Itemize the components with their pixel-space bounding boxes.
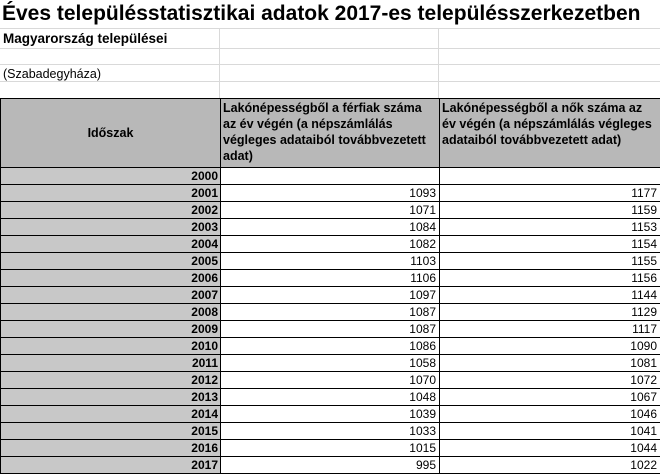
table-row	[1, 372, 660, 389]
year-cell[interactable]: 2009	[1, 321, 221, 338]
women-cell[interactable]: 1041	[440, 423, 660, 440]
year-cell[interactable]: 2015	[1, 423, 221, 440]
year-cell[interactable]: 2017	[1, 457, 221, 474]
year-cell[interactable]: 2005	[1, 253, 221, 270]
men-column-header[interactable]: Lakónépességből a férfiak száma az év végén (a népszámlálás végleges adataiból továbbvezetett adat)	[221, 99, 440, 168]
men-cell[interactable]	[221, 168, 440, 185]
women-column-header[interactable]: Lakónépességből a nők száma az év végén (a népszámlálás végleges adataiból továbbvezetett adat)	[440, 99, 660, 168]
men-cell[interactable]: 1015	[221, 440, 440, 457]
women-cell[interactable]: 1081	[440, 355, 660, 372]
data-table	[0, 98, 660, 474]
table-row	[1, 202, 660, 219]
men-cell[interactable]: 1071	[221, 202, 440, 219]
gridline	[0, 48, 660, 49]
women-cell[interactable]: 1129	[440, 304, 660, 321]
gridline	[438, 28, 439, 98]
women-cell[interactable]: 1156	[440, 270, 660, 287]
table-row	[1, 321, 660, 338]
gridline	[219, 28, 220, 98]
year-cell[interactable]: 2016	[1, 440, 221, 457]
table-row	[1, 423, 660, 440]
table-row	[1, 168, 660, 185]
period-header[interactable]: Időszak	[1, 99, 221, 168]
men-cell[interactable]: 1084	[221, 219, 440, 236]
year-cell[interactable]: 2013	[1, 389, 221, 406]
men-cell[interactable]: 1058	[221, 355, 440, 372]
women-cell[interactable]: 1072	[440, 372, 660, 389]
women-cell[interactable]: 1067	[440, 389, 660, 406]
year-cell[interactable]: 2012	[1, 372, 221, 389]
table-row	[1, 304, 660, 321]
men-cell[interactable]: 1087	[221, 321, 440, 338]
table-row	[1, 287, 660, 304]
men-cell[interactable]: 1097	[221, 287, 440, 304]
year-cell[interactable]: 2006	[1, 270, 221, 287]
gridline	[0, 64, 660, 65]
women-cell[interactable]: 1022	[440, 457, 660, 474]
women-cell[interactable]: 1153	[440, 219, 660, 236]
year-cell[interactable]: 2014	[1, 406, 221, 423]
table-row	[1, 440, 660, 457]
table-row	[1, 406, 660, 423]
table-row	[1, 236, 660, 253]
table-row	[1, 219, 660, 236]
women-cell[interactable]	[440, 168, 660, 185]
women-cell[interactable]: 1044	[440, 440, 660, 457]
women-cell[interactable]: 1046	[440, 406, 660, 423]
table-row	[1, 253, 660, 270]
women-cell[interactable]: 1155	[440, 253, 660, 270]
table-row	[1, 270, 660, 287]
sheet-title[interactable]: Éves településstatisztikai adatok 2017-es településszerkezetben	[2, 2, 641, 25]
men-cell[interactable]: 1106	[221, 270, 440, 287]
table-row	[1, 457, 660, 474]
women-cell[interactable]: 1177	[440, 185, 660, 202]
men-cell[interactable]: 995	[221, 457, 440, 474]
men-cell[interactable]: 1039	[221, 406, 440, 423]
men-cell[interactable]: 1048	[221, 389, 440, 406]
men-cell[interactable]: 1070	[221, 372, 440, 389]
year-cell[interactable]: 2010	[1, 338, 221, 355]
women-cell[interactable]: 1159	[440, 202, 660, 219]
year-cell[interactable]: 2001	[1, 185, 221, 202]
year-cell[interactable]: 2003	[1, 219, 221, 236]
region-subtitle[interactable]: Magyarország települései	[3, 31, 168, 46]
women-cell[interactable]: 1117	[440, 321, 660, 338]
settlement-name[interactable]: (Szabadegyháza)	[3, 67, 101, 81]
year-cell[interactable]: 2008	[1, 304, 221, 321]
year-cell[interactable]: 2000	[1, 168, 221, 185]
men-cell[interactable]: 1087	[221, 304, 440, 321]
year-cell[interactable]: 2007	[1, 287, 221, 304]
men-cell[interactable]: 1103	[221, 253, 440, 270]
women-cell[interactable]: 1144	[440, 287, 660, 304]
year-cell[interactable]: 2011	[1, 355, 221, 372]
table-row	[1, 355, 660, 372]
table-body	[1, 168, 660, 474]
gridline	[0, 28, 660, 29]
men-cell[interactable]: 1033	[221, 423, 440, 440]
women-cell[interactable]: 1154	[440, 236, 660, 253]
year-cell[interactable]: 2004	[1, 236, 221, 253]
men-cell[interactable]: 1082	[221, 236, 440, 253]
year-cell[interactable]: 2002	[1, 202, 221, 219]
table-row	[1, 185, 660, 202]
men-cell[interactable]: 1093	[221, 185, 440, 202]
men-cell[interactable]: 1086	[221, 338, 440, 355]
table-row	[1, 338, 660, 355]
table-row	[1, 389, 660, 406]
women-cell[interactable]: 1090	[440, 338, 660, 355]
